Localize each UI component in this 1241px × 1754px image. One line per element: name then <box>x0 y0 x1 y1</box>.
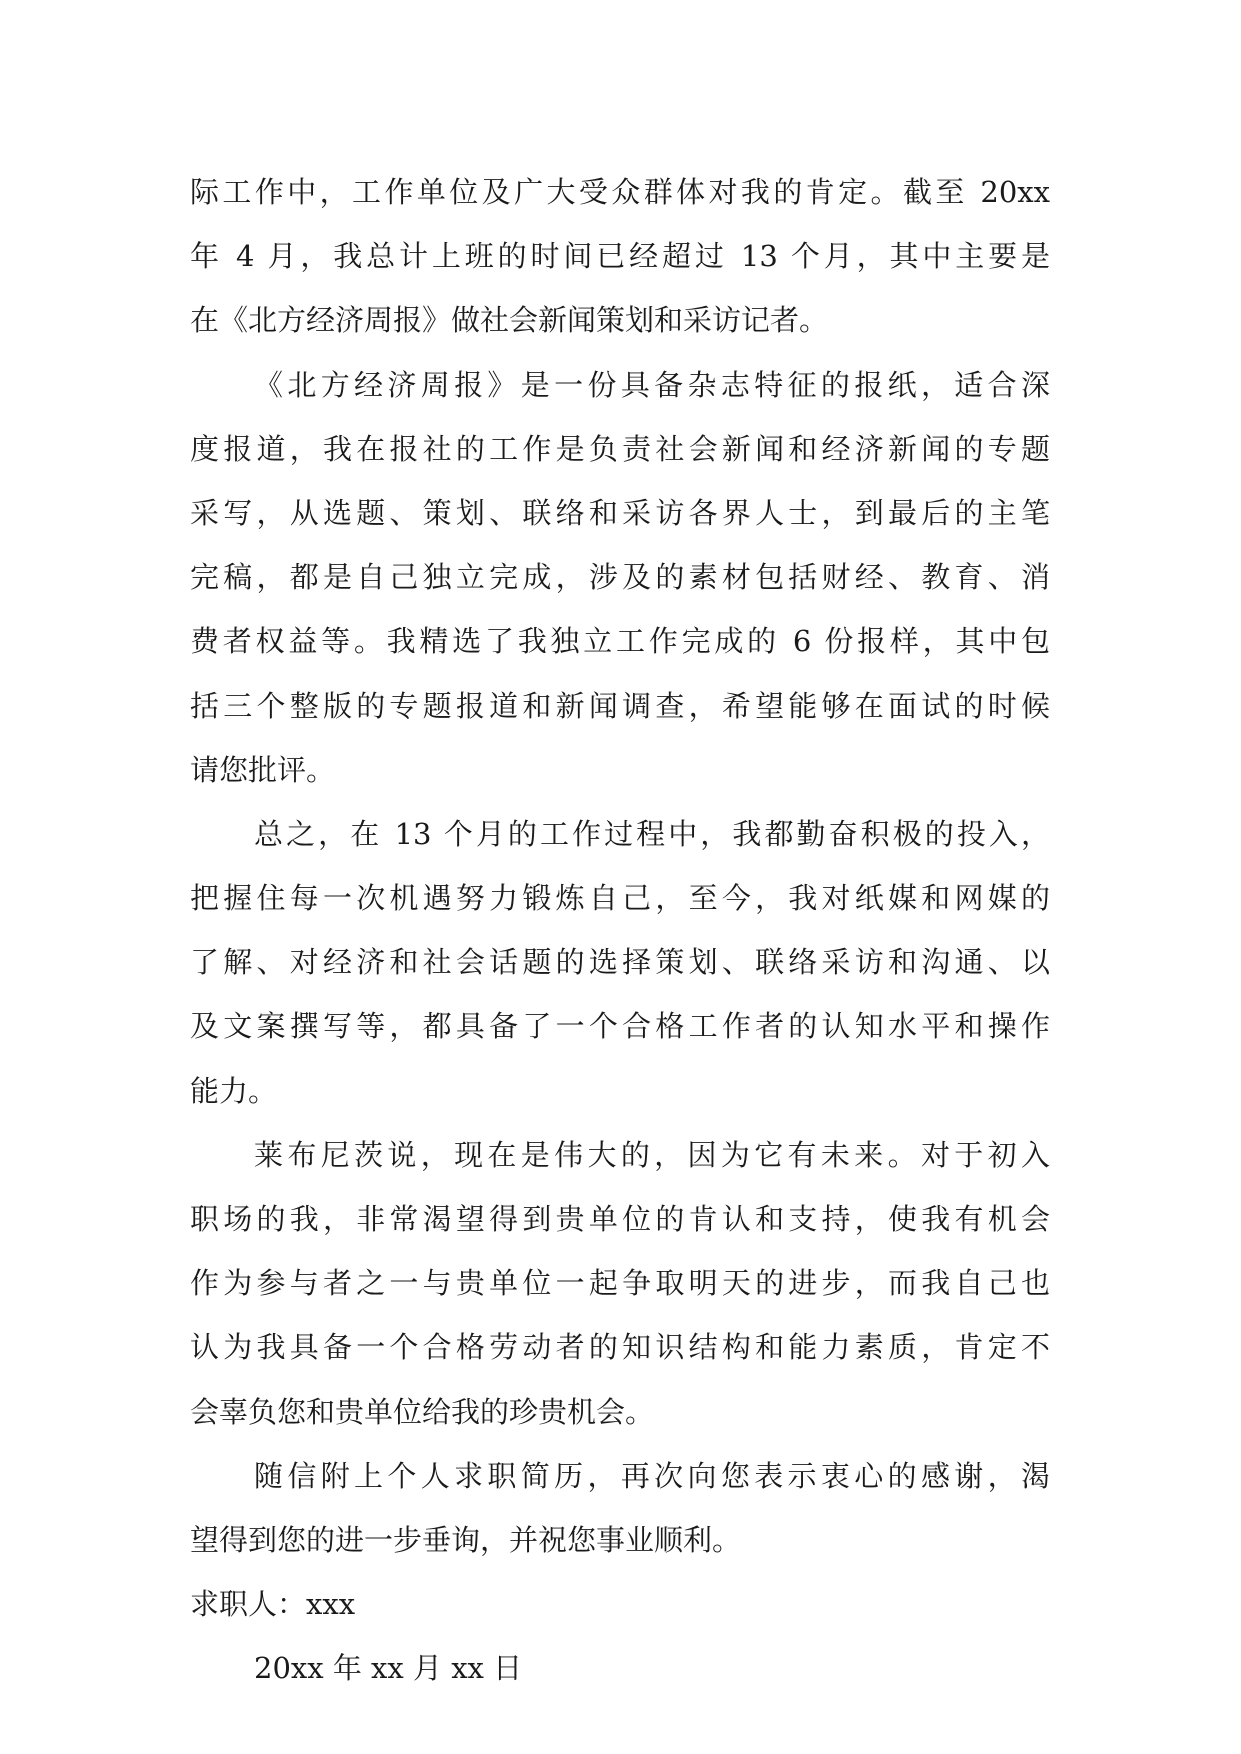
paragraph-line: 费者权益等。我精选了我独立工作完成的 6 份报样，其中包 <box>190 624 1050 659</box>
paragraph-1 <box>190 160 1050 353</box>
paragraph-line: 莱布尼茨说，现在是伟大的，因为它有未来。对于初入 <box>254 1137 1050 1172</box>
paragraph-3 <box>190 802 1050 1123</box>
paragraph-line: 《北方经济周报》是一份具备杂志特征的报纸，适合深 <box>254 367 1050 402</box>
paragraph-line: 把握住每一次机遇努力锻炼自己，至今，我对纸媒和网媒的 <box>190 881 1050 916</box>
paragraph-line: 能力。 <box>190 1073 278 1108</box>
paragraph-2 <box>190 353 1050 802</box>
paragraph-line: 请您批评。 <box>190 752 336 787</box>
paragraph-4 <box>190 1123 1050 1444</box>
paragraph-line: 年 4 月，我总计上班的时间已经超过 13 个月，其中主要是 <box>190 239 1050 274</box>
paragraph-line: 认为我具备一个合格劳动者的知识结构和能力素质，肯定不 <box>190 1330 1050 1365</box>
signature-line: 求职人：xxx <box>190 1587 356 1622</box>
date-line: 20xx 年 xx 月 xx 日 <box>254 1651 523 1686</box>
paragraph-line: 作为参与者之一与贵单位一起争取明天的进步，而我自己也 <box>190 1266 1050 1301</box>
paragraph-line: 随信附上个人求职简历，再次向您表示衷心的感谢，渴 <box>254 1458 1050 1493</box>
paragraph-line: 在《北方经济周报》做社会新闻策划和采访记者。 <box>190 303 829 338</box>
paragraph-line: 会辜负您和贵单位给我的珍贵机会。 <box>190 1394 655 1429</box>
paragraph-line: 了解、对经济和社会话题的选择策划、联络采访和沟通、以 <box>190 945 1050 980</box>
paragraph-line: 职场的我，非常渴望得到贵单位的肯认和支持，使我有机会 <box>190 1202 1050 1236</box>
paragraph-line: 及文案撰写等，都具备了一个合格工作者的认知水平和操作 <box>190 1009 1050 1044</box>
paragraph-line: 际工作中，工作单位及广大受众群体对我的肯定。截至 20xx <box>190 175 1050 209</box>
paragraph-line: 括三个整版的专题报道和新闻调查，希望能够在面试的时候 <box>190 688 1050 723</box>
paragraph-line: 总之，在 13 个月的工作过程中，我都勤奋积极的投入， <box>254 816 1050 851</box>
paragraph-line: 完稿，都是自己独立完成，涉及的素材包括财经、教育、消 <box>190 560 1050 595</box>
paragraph-5 <box>190 1444 1050 1572</box>
paragraph-line: 采写，从选题、策划、联络和采访各界人士，到最后的主笔 <box>190 495 1050 530</box>
paragraph-line: 望得到您的进一步垂询，并祝您事业顺利。 <box>190 1522 742 1557</box>
paragraph-line: 度报道，我在报社的工作是负责社会新闻和经济新闻的专题 <box>190 431 1050 466</box>
letter-body <box>190 160 1050 1701</box>
